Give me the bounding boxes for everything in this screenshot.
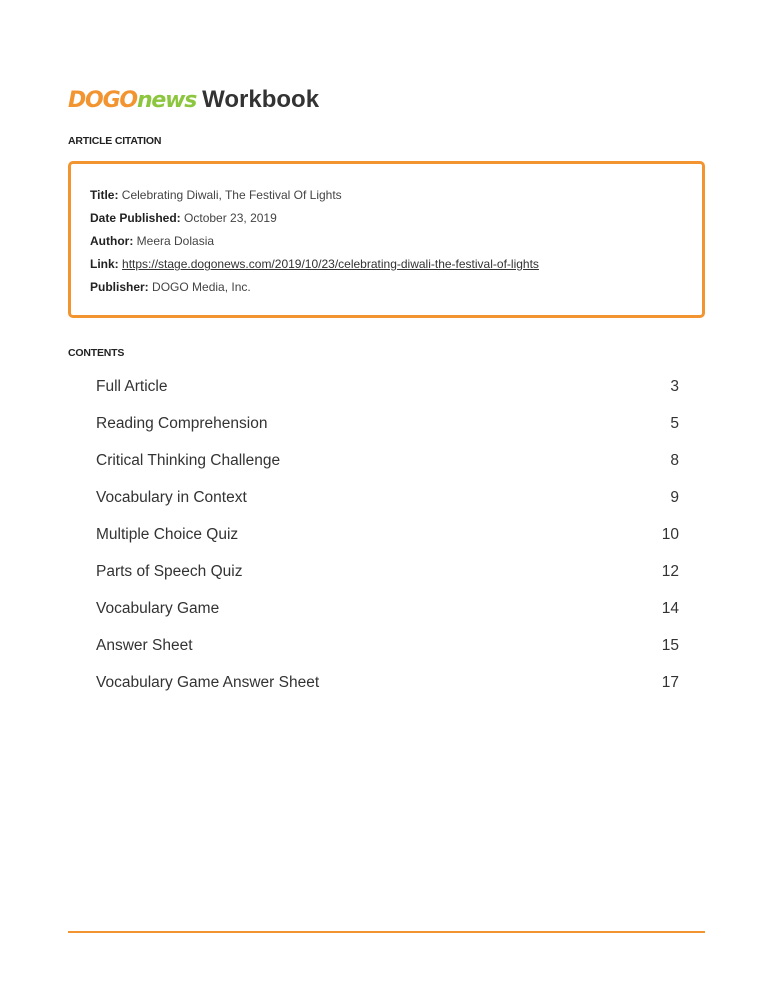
citation-publisher-label: Publisher:: [90, 280, 149, 294]
citation-author-value: Meera Dolasia: [136, 234, 215, 248]
toc-item-page: 5: [670, 415, 679, 432]
toc-item-title: Answer Sheet: [96, 637, 193, 654]
logo-news-text: news: [136, 88, 197, 113]
toc-item[interactable]: [96, 485, 679, 511]
footer-divider: [68, 931, 705, 933]
toc-item-page: 17: [661, 674, 679, 691]
toc-item-page: 8: [670, 452, 679, 469]
toc-item[interactable]: [96, 448, 679, 474]
citation-publisher-line: [90, 280, 251, 294]
toc-item[interactable]: [96, 633, 679, 659]
citation-author-label: Author:: [90, 234, 134, 248]
contents-heading: CONTENTS: [68, 347, 125, 359]
toc-item-page: 14: [661, 600, 679, 617]
citation-title-line: [90, 188, 342, 202]
citation-link[interactable]: https://stage.dogonews.com/2019/10/23/celebrating-diwali-the-festival-of-lights: [122, 257, 539, 271]
article-citation-heading: ARTICLE CITATION: [68, 135, 162, 147]
toc-item[interactable]: [96, 522, 679, 548]
citation-date-label: Date Published:: [90, 211, 181, 225]
toc-item-title: Vocabulary Game Answer Sheet: [96, 674, 320, 691]
dogonews-logo: [68, 88, 196, 113]
citation-date-line: [90, 211, 277, 225]
toc-item[interactable]: [96, 596, 679, 622]
toc-item-title: Vocabulary Game: [96, 600, 220, 617]
toc-item-page: 12: [661, 563, 679, 580]
citation-date-value: October 23, 2019: [184, 211, 277, 225]
toc-item-title: Full Article: [96, 378, 168, 395]
toc-item-title: Vocabulary in Context: [96, 489, 247, 506]
toc-item[interactable]: [96, 374, 679, 400]
toc-item-title: Parts of Speech Quiz: [96, 563, 243, 580]
workbook-header: [68, 86, 319, 114]
toc-item-page: 15: [661, 637, 679, 654]
toc-item-title: Reading Comprehension: [96, 415, 268, 432]
toc-item-title: Critical Thinking Challenge: [96, 452, 281, 469]
toc-item-title: Multiple Choice Quiz: [96, 526, 239, 543]
citation-box: [68, 161, 705, 318]
toc-item-page: 3: [670, 378, 679, 395]
toc-item[interactable]: [96, 559, 679, 585]
logo-dogo-text: DOGO: [68, 88, 137, 113]
citation-publisher-value: DOGO Media, Inc.: [152, 280, 251, 294]
citation-title-label: Title:: [90, 188, 119, 202]
citation-link-line: [90, 257, 539, 271]
citation-author-line: [90, 234, 214, 248]
toc-item-page: 10: [661, 526, 679, 543]
toc-item[interactable]: [96, 411, 679, 437]
toc-item-page: 9: [670, 489, 679, 506]
toc-item[interactable]: [96, 670, 679, 696]
citation-link-label: Link:: [90, 257, 119, 271]
page-title: Workbook: [202, 86, 320, 113]
citation-title-value: Celebrating Diwali, The Festival Of Lights: [121, 188, 342, 202]
